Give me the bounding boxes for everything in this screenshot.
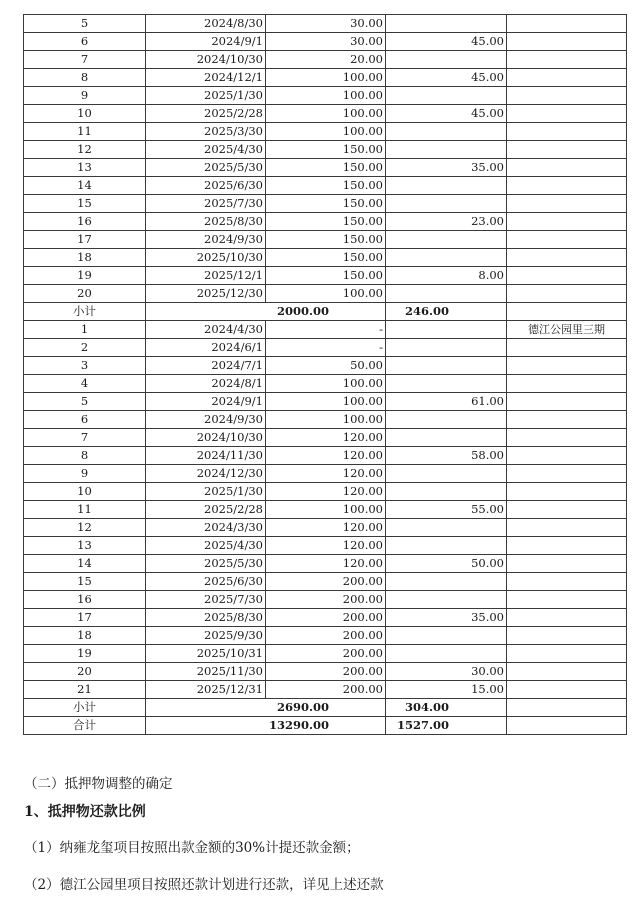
row-repay: 45.00: [386, 105, 507, 123]
row-date: 2024/4/30: [146, 321, 266, 339]
row-date: 2025/10/31: [146, 645, 266, 663]
row-number: 10: [24, 483, 146, 501]
paragraph-2: （2）德江公园里项目按照还款计划进行还款，详见上述还款: [24, 877, 384, 893]
row-repay: [386, 141, 507, 159]
table-row: [24, 15, 627, 33]
table-row: [24, 663, 627, 681]
row-amount: 120.00: [266, 537, 386, 555]
row-date: 2025/8/30: [146, 213, 266, 231]
summary-amount: 2000.00: [146, 303, 386, 321]
row-date: 2024/12/1: [146, 69, 266, 87]
row-repay: [386, 249, 507, 267]
row-date: 2025/8/30: [146, 609, 266, 627]
row-repay: [386, 537, 507, 555]
table-row: [24, 447, 627, 465]
row-date: 2024/10/30: [146, 51, 266, 69]
summary-note: [507, 303, 627, 321]
row-number: 11: [24, 501, 146, 519]
row-amount: 150.00: [266, 213, 386, 231]
row-date: 2024/6/1: [146, 339, 266, 357]
row-number: 19: [24, 267, 146, 285]
summary-label: 小计: [24, 699, 146, 717]
row-number: 16: [24, 213, 146, 231]
row-date: 2025/6/30: [146, 177, 266, 195]
row-amount: 150.00: [266, 177, 386, 195]
row-number: 3: [24, 357, 146, 375]
total-row: [24, 717, 627, 735]
row-date: 2024/3/30: [146, 519, 266, 537]
row-number: 5: [24, 393, 146, 411]
table-row: [24, 87, 627, 105]
row-amount: 100.00: [266, 285, 386, 303]
row-repay: [386, 573, 507, 591]
row-number: 6: [24, 33, 146, 51]
row-note: [507, 123, 627, 141]
row-note: [507, 447, 627, 465]
row-date: 2025/5/30: [146, 555, 266, 573]
row-repay: 61.00: [386, 393, 507, 411]
row-amount: 120.00: [266, 465, 386, 483]
row-date: 2025/12/1: [146, 267, 266, 285]
row-note: [507, 33, 627, 51]
row-number: 17: [24, 231, 146, 249]
row-repay: [386, 231, 507, 249]
table-row: [24, 465, 627, 483]
row-amount: 200.00: [266, 663, 386, 681]
row-note: [507, 51, 627, 69]
row-number: 13: [24, 537, 146, 555]
table-row: [24, 555, 627, 573]
row-date: 2025/4/30: [146, 537, 266, 555]
row-amount: 100.00: [266, 69, 386, 87]
row-date: 2025/12/30: [146, 285, 266, 303]
row-date: 2024/10/30: [146, 429, 266, 447]
table-row: [24, 159, 627, 177]
row-number: 2: [24, 339, 146, 357]
row-amount: 100.00: [266, 375, 386, 393]
table-row: [24, 681, 627, 699]
row-date: 2025/7/30: [146, 195, 266, 213]
row-amount: 100.00: [266, 105, 386, 123]
row-note: [507, 267, 627, 285]
row-note: [507, 573, 627, 591]
row-number: 15: [24, 195, 146, 213]
row-date: 2025/6/30: [146, 573, 266, 591]
row-repay: 15.00: [386, 681, 507, 699]
row-amount: 120.00: [266, 429, 386, 447]
row-repay: [386, 645, 507, 663]
row-repay: [386, 15, 507, 33]
table-row: [24, 501, 627, 519]
row-amount: 200.00: [266, 627, 386, 645]
row-number: 19: [24, 645, 146, 663]
row-repay: [386, 627, 507, 645]
table-row: [24, 69, 627, 87]
table-row: [24, 429, 627, 447]
row-amount: 120.00: [266, 555, 386, 573]
row-number: 18: [24, 627, 146, 645]
row-note: [507, 159, 627, 177]
row-note: [507, 663, 627, 681]
row-note: [507, 231, 627, 249]
table-row: [24, 231, 627, 249]
row-repay: 8.00: [386, 267, 507, 285]
row-date: 2024/9/1: [146, 393, 266, 411]
row-note: [507, 429, 627, 447]
row-note: [507, 213, 627, 231]
row-amount: 200.00: [266, 681, 386, 699]
summary-repay: 304.00: [386, 699, 507, 717]
fade-overlay: [395, 866, 640, 896]
row-repay: 45.00: [386, 69, 507, 87]
row-date: 2025/2/28: [146, 501, 266, 519]
row-note: [507, 465, 627, 483]
row-note: [507, 141, 627, 159]
table-row: [24, 285, 627, 303]
row-number: 7: [24, 429, 146, 447]
row-repay: [386, 87, 507, 105]
table-row: [24, 537, 627, 555]
row-note: [507, 87, 627, 105]
row-note: 德江公园里三期: [507, 321, 627, 339]
row-repay: 30.00: [386, 663, 507, 681]
row-repay: 23.00: [386, 213, 507, 231]
section-title: （二）抵押物调整的确定: [24, 776, 173, 792]
row-repay: 35.00: [386, 609, 507, 627]
row-date: 2025/1/30: [146, 483, 266, 501]
row-amount: 200.00: [266, 573, 386, 591]
paragraph-1: （1）纳雍龙玺项目按照出款金额的30%计提还款金额；: [24, 840, 360, 856]
row-number: 14: [24, 555, 146, 573]
row-amount: 120.00: [266, 519, 386, 537]
row-repay: 45.00: [386, 33, 507, 51]
table-row: [24, 609, 627, 627]
table-row: [24, 195, 627, 213]
summary-repay: 246.00: [386, 303, 507, 321]
row-number: 21: [24, 681, 146, 699]
row-date: 2024/8/30: [146, 15, 266, 33]
summary-repay: 1527.00: [386, 717, 507, 735]
row-note: [507, 609, 627, 627]
row-number: 12: [24, 141, 146, 159]
row-date: 2025/4/30: [146, 141, 266, 159]
row-amount: 100.00: [266, 123, 386, 141]
subsection-heading: 1、抵押物还款比例: [24, 804, 146, 820]
row-repay: [386, 285, 507, 303]
repayment-table: [23, 14, 627, 735]
row-note: [507, 591, 627, 609]
row-note: [507, 105, 627, 123]
row-number: 13: [24, 159, 146, 177]
table-row: [24, 573, 627, 591]
table-row: [24, 339, 627, 357]
row-number: 15: [24, 573, 146, 591]
row-repay: [386, 375, 507, 393]
row-note: [507, 501, 627, 519]
row-amount: 120.00: [266, 483, 386, 501]
row-repay: 35.00: [386, 159, 507, 177]
row-repay: [386, 123, 507, 141]
row-note: [507, 393, 627, 411]
row-repay: [386, 591, 507, 609]
row-amount: 30.00: [266, 15, 386, 33]
row-amount: -: [266, 321, 386, 339]
table-row: [24, 123, 627, 141]
row-repay: [386, 429, 507, 447]
row-repay: [386, 411, 507, 429]
row-amount: 150.00: [266, 141, 386, 159]
row-repay: [386, 339, 507, 357]
row-amount: 20.00: [266, 51, 386, 69]
row-amount: 100.00: [266, 411, 386, 429]
row-repay: [386, 519, 507, 537]
row-note: [507, 645, 627, 663]
row-number: 1: [24, 321, 146, 339]
row-number: 12: [24, 519, 146, 537]
row-amount: 30.00: [266, 33, 386, 51]
table-row: [24, 249, 627, 267]
row-number: 14: [24, 177, 146, 195]
row-repay: [386, 465, 507, 483]
row-note: [507, 519, 627, 537]
table-row: [24, 645, 627, 663]
row-note: [507, 177, 627, 195]
row-amount: 150.00: [266, 159, 386, 177]
table-row: [24, 213, 627, 231]
row-date: 2024/9/1: [146, 33, 266, 51]
table-row: [24, 51, 627, 69]
row-note: [507, 339, 627, 357]
row-date: 2025/7/30: [146, 591, 266, 609]
row-note: [507, 357, 627, 375]
row-note: [507, 285, 627, 303]
table-row: [24, 411, 627, 429]
row-amount: 50.00: [266, 357, 386, 375]
row-number: 10: [24, 105, 146, 123]
summary-amount: 2690.00: [146, 699, 386, 717]
row-note: [507, 195, 627, 213]
table-row: [24, 105, 627, 123]
row-repay: [386, 321, 507, 339]
row-note: [507, 537, 627, 555]
summary-label: 小计: [24, 303, 146, 321]
row-number: 11: [24, 123, 146, 141]
row-number: 7: [24, 51, 146, 69]
row-repay: 50.00: [386, 555, 507, 573]
row-amount: 200.00: [266, 591, 386, 609]
row-amount: 100.00: [266, 87, 386, 105]
row-number: 9: [24, 87, 146, 105]
summary-label: 合计: [24, 717, 146, 735]
row-number: 20: [24, 663, 146, 681]
row-date: 2025/11/30: [146, 663, 266, 681]
row-number: 20: [24, 285, 146, 303]
table-row: [24, 177, 627, 195]
row-repay: [386, 51, 507, 69]
table-row: [24, 141, 627, 159]
row-date: 2025/2/28: [146, 105, 266, 123]
table-row: [24, 519, 627, 537]
table-row: [24, 267, 627, 285]
row-date: 2024/7/1: [146, 357, 266, 375]
row-note: [507, 555, 627, 573]
row-repay: [386, 177, 507, 195]
row-date: 2025/3/30: [146, 123, 266, 141]
repayment-schedule: [23, 14, 626, 735]
row-date: 2024/9/30: [146, 231, 266, 249]
row-number: 16: [24, 591, 146, 609]
row-repay: 55.00: [386, 501, 507, 519]
table-row: [24, 591, 627, 609]
table-row: [24, 33, 627, 51]
row-number: 4: [24, 375, 146, 393]
row-number: 8: [24, 447, 146, 465]
summary-note: [507, 717, 627, 735]
row-note: [507, 69, 627, 87]
row-note: [507, 411, 627, 429]
row-amount: 150.00: [266, 195, 386, 213]
row-note: [507, 483, 627, 501]
table-row: [24, 483, 627, 501]
row-repay: 58.00: [386, 447, 507, 465]
table-row: [24, 375, 627, 393]
row-number: 9: [24, 465, 146, 483]
row-amount: 150.00: [266, 249, 386, 267]
row-amount: 100.00: [266, 501, 386, 519]
row-date: 2025/9/30: [146, 627, 266, 645]
row-date: 2025/5/30: [146, 159, 266, 177]
table-row: [24, 321, 627, 339]
row-number: 6: [24, 411, 146, 429]
row-date: 2024/9/30: [146, 411, 266, 429]
row-date: 2025/12/31: [146, 681, 266, 699]
table-row: [24, 357, 627, 375]
summary-amount: 13290.00: [146, 717, 386, 735]
row-date: 2024/8/1: [146, 375, 266, 393]
subtotal-row: [24, 699, 627, 717]
row-number: 5: [24, 15, 146, 33]
row-amount: 200.00: [266, 609, 386, 627]
row-amount: 200.00: [266, 645, 386, 663]
row-note: [507, 249, 627, 267]
row-note: [507, 681, 627, 699]
row-note: [507, 375, 627, 393]
row-repay: [386, 357, 507, 375]
row-amount: 120.00: [266, 447, 386, 465]
row-number: 18: [24, 249, 146, 267]
row-amount: -: [266, 339, 386, 357]
row-date: 2024/11/30: [146, 447, 266, 465]
row-date: 2025/10/30: [146, 249, 266, 267]
subtotal-row: [24, 303, 627, 321]
row-amount: 100.00: [266, 393, 386, 411]
row-number: 17: [24, 609, 146, 627]
row-note: [507, 15, 627, 33]
row-repay: [386, 483, 507, 501]
row-repay: [386, 195, 507, 213]
row-date: 2024/12/30: [146, 465, 266, 483]
table-row: [24, 393, 627, 411]
summary-note: [507, 699, 627, 717]
row-note: [507, 627, 627, 645]
table-row: [24, 627, 627, 645]
row-amount: 150.00: [266, 231, 386, 249]
row-number: 8: [24, 69, 146, 87]
row-date: 2025/1/30: [146, 87, 266, 105]
row-amount: 150.00: [266, 267, 386, 285]
